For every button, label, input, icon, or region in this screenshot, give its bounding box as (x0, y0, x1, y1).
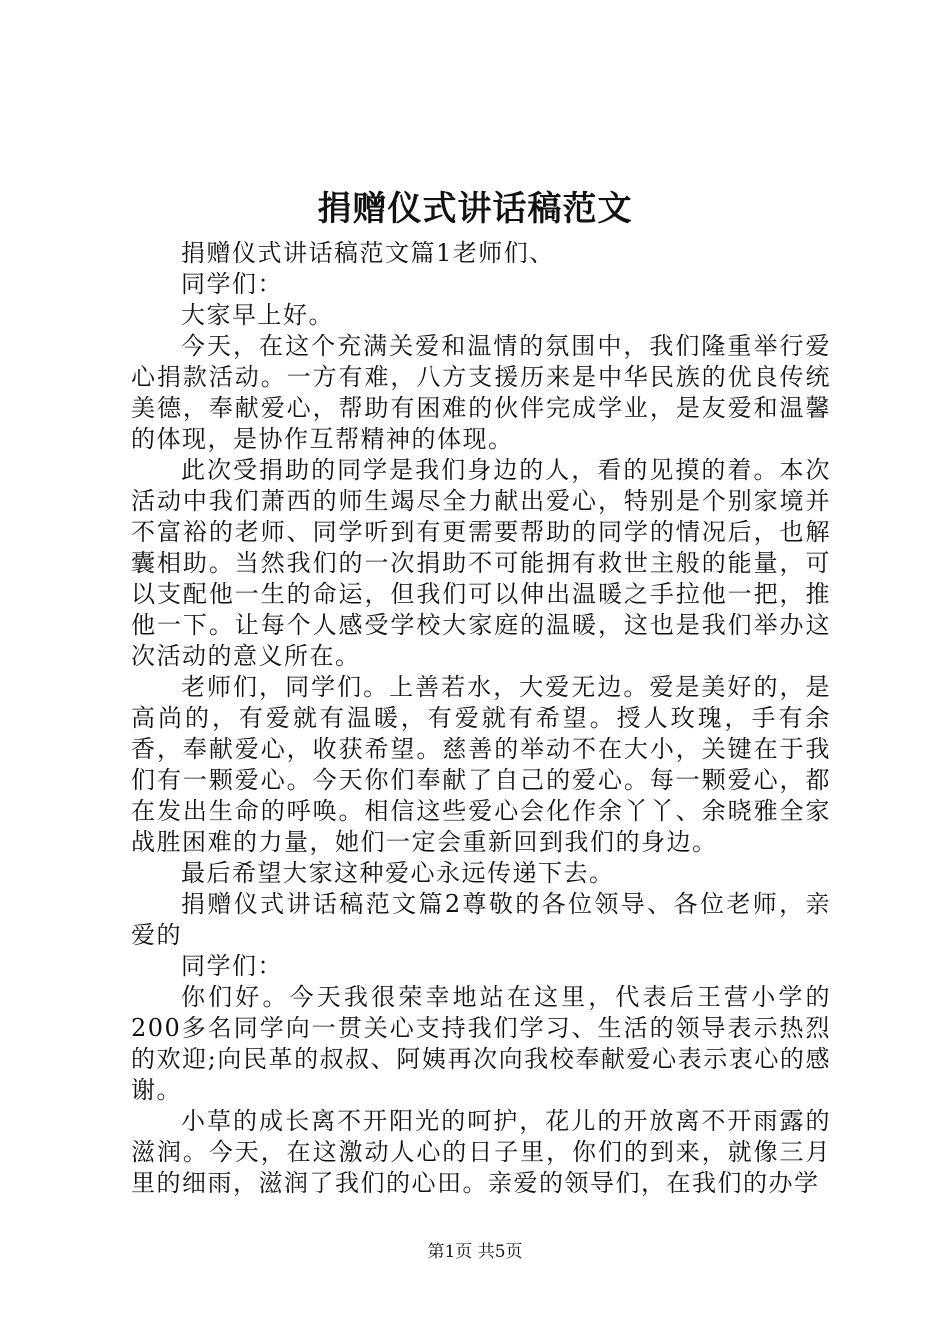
paragraph: 此次受捐助的同学是我们身边的人，看的见摸的着。本次活动中我们萧西的师生竭尽全力献出爱心，特别是个别家境并不富裕的老师、同学听到有更需要帮助的同学的情况后，也解囊相助。当然我们的一次捐助不可能拥有救世主般的能量，可以支配他一生的命运，但我们可以伸出温暖之手拉他一把，推他一下。让每个人感受学校大家庭的温暖，这也是我们举办这次活动的意义所在。 (131, 456, 831, 670)
paragraph: 最后希望大家这种爱心永远传递下去。 (181, 859, 615, 887)
document-title: 捐赠仪式讲话稿范文 (317, 189, 633, 229)
paragraph: 同学们： (181, 952, 283, 980)
paragraph: 捐赠仪式讲话稿范文篇2尊敬的各位领导、各位老师，亲爱的 (131, 890, 831, 949)
paragraph: 你们好。今天我很荣幸地站在这里，代表后王营小学的200多名同学向一贯关心支持我们学习、生活的领导表示热烈的欢迎;向民革的叔叔、阿姨再次向我校奉献爱心表示衷心的感谢。 (131, 983, 831, 1104)
paragraph: 今天，在这个充满关爱和温情的氛围中，我们隆重举行爱心捐款活动。一方有难，八方支援历来是中华民族的优良传统美德，奉献爱心，帮助有困难的伙伴完成学业，是友爱和温馨的体现，是协作互帮精神的体现。 (131, 332, 831, 453)
paragraph: 老师们，同学们。上善若水，大爱无边。爱是美好的，是高尚的，有爱就有温暖，有爱就有希望。授人玫瑰，手有余香，奉献爱心，收获希望。慈善的举动不在大小，关键在于我们有一颗爱心。今天你们奉献了自己的爱心。每一颗爱心，都在发出生命的呼唤。相信这些爱心会化作余丫丫、余晓雅全家战胜困难的力量，她们一定会重新回到我们的身边。 (131, 673, 831, 856)
paragraph: 小草的成长离不开阳光的呵护，花儿的开放离不开雨露的滋润。今天，在这激动人心的日子里，你们的到来，就像三月里的细雨，滋润了我们的心田。亲爱的领导们，在我们的办学 (131, 1107, 831, 1197)
paragraph: 捐赠仪式讲话稿范文篇1老师们、 (181, 239, 555, 267)
paragraph: 同学们： (181, 270, 283, 298)
document-body (131, 238, 831, 1199)
page-footer: 第1页 共5页 (427, 1242, 523, 1262)
paragraph: 大家早上好。 (181, 301, 334, 329)
